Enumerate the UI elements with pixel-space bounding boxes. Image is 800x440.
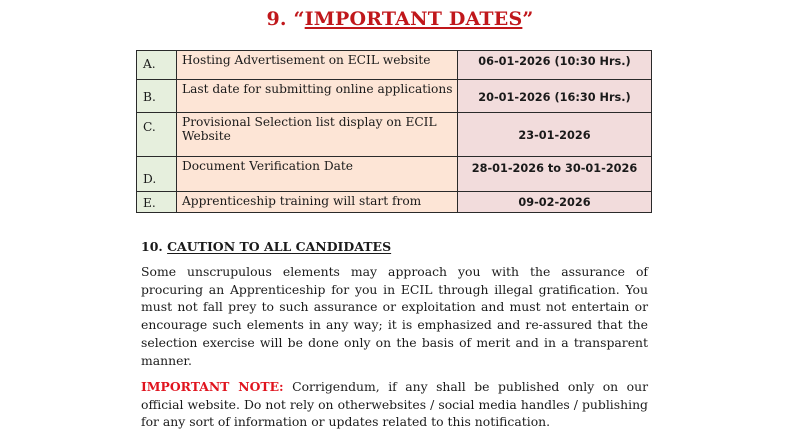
section-9-heading [0, 8, 800, 30]
event-text: Document Verification Date [182, 159, 354, 173]
important-dates-table [136, 50, 652, 213]
section-9-close-quote: ” [522, 8, 534, 30]
date-cell [458, 113, 652, 157]
date-cell [458, 157, 652, 192]
row-letter: B. [143, 90, 156, 104]
row-letter: A. [143, 57, 156, 71]
row-letter-cell [137, 113, 177, 157]
date-cell [458, 192, 652, 213]
date-cell [458, 51, 652, 80]
event-text: Apprenticeship training will start from [182, 194, 422, 208]
event-cell [177, 113, 458, 157]
row-letter-cell [137, 192, 177, 213]
section-10-title: CAUTION TO ALL CANDIDATES [167, 239, 392, 254]
event-cell [177, 51, 458, 80]
table-row [137, 157, 652, 192]
event-cell [177, 157, 458, 192]
section-9-number: 9. “ [266, 8, 305, 30]
event-cell [177, 80, 458, 113]
section-9-title: IMPORTANT DATES [304, 8, 523, 30]
row-letter: C. [143, 120, 156, 134]
date-text: 20-01-2026 (16:30 Hrs.) [478, 91, 631, 104]
row-letter: D. [143, 172, 157, 186]
section-10-number: 10. [141, 239, 168, 254]
event-text: Provisional Selection list display on ECIL Website [182, 115, 437, 143]
row-letter-cell [137, 157, 177, 192]
date-cell [458, 80, 652, 113]
row-letter-cell [137, 51, 177, 80]
event-cell [177, 192, 458, 213]
caution-paragraph: Some unscrupulous elements may approach you with the assurance of procuring an Apprenticeship for you in ECIL through illegal gratification. You must not fall prey to such assurance or exploitation and must not entertain or encourage such elements in any way; it is emphasized and re-assured that the selection exercise will be done only on the basis of merit and in a transparent manner. [141, 264, 648, 368]
section-10-heading [141, 239, 391, 254]
date-text: 09-02-2026 [518, 196, 591, 209]
row-letter: E. [143, 196, 156, 210]
date-text: 23-01-2026 [518, 129, 591, 142]
date-text: 28-01-2026 to 30-01-2026 [471, 162, 638, 175]
row-letter-cell [137, 80, 177, 113]
table-row [137, 80, 652, 113]
date-text: 06-01-2026 (10:30 Hrs.) [478, 55, 631, 68]
important-note-label: IMPORTANT NOTE: [141, 379, 284, 394]
important-note-paragraph [141, 378, 648, 431]
table-row [137, 113, 652, 157]
important-note-text: Corrigendum, if any shall be published only on our official website. Do not rely on otherwebsites / social media handles / publishing for any sort of information or updates related to this notification. [141, 379, 648, 430]
event-text: Hosting Advertisement on ECIL website [182, 53, 431, 67]
table-row [137, 51, 652, 80]
event-text: Last date for submitting online applications [182, 82, 453, 96]
table-row [137, 192, 652, 213]
